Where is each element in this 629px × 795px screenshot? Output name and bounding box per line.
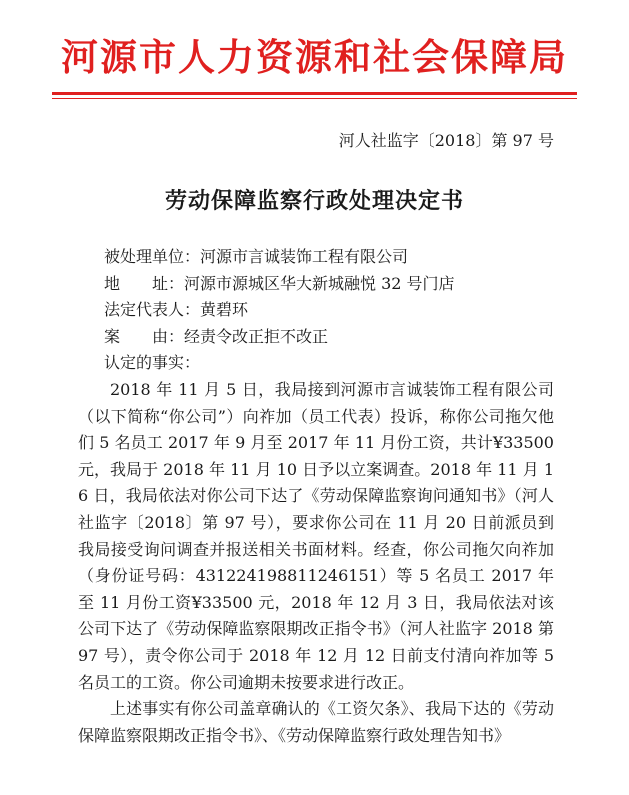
field-label: 案 由：: [104, 326, 185, 346]
evidence-paragraph: 上述事实有你公司盖章确认的《工资欠条》、我局下达的《劳动保障监察限期改正指令书》、《劳动保障监察行政处理告知书》: [78, 699, 554, 745]
field-value: 河源市源城区华大新城融悦 32 号门店: [184, 273, 455, 293]
document-body: [78, 244, 554, 749]
header-rule-thin: [52, 98, 577, 99]
facts-paragraph: 2018 年 11 月 5 日，我局接到河源市言诚装饰工程有限公司（以下简称“你公司”）向祚加（员工代表）投诉，称你公司拖欠他们 5 名员工 2017 年 9 月至 2017 年 11 月份工资，共计¥33500 元，我局于 2018 年 11 月 10 日予以立案调查。2018 年 11 月 16 日，我局依法对你公司下达了《劳动保障监察询问通知书》（河人社监字〔2018〕第 97 号），要求你公司在 11 月 20 日前派员到我局接受询问调查并报送相关书面材料。经查，你公司拖欠向祚加（身份证号码：431224198811246151）等 5 名员工 2017 年至 11 月份工资¥33500 元，2018 年 12 月 3 日，我局依法对该公司下达了《劳动保障监察限期改正指令书》（河人社监字 2018 第 97 号），责令你公司于 2018 年 12 月 12 日前支付清向祚加等 5 名员工的工资。你公司逾期未按要求进行改正。: [78, 379, 554, 692]
field-party: [78, 244, 554, 271]
document-number: 河人社监字〔2018〕第 97 号: [338, 131, 554, 150]
document-title: 劳动保障监察行政处理决定书: [164, 188, 464, 214]
field-value: 黄碧环: [200, 300, 249, 320]
header-rule-thick: [52, 92, 577, 95]
agency-header: 河源市人力资源和社会保障局: [61, 36, 568, 79]
field-address: [78, 271, 554, 298]
field-legal-rep: [78, 297, 554, 324]
field-value: 经责令改正拒不改正: [184, 326, 329, 346]
field-value: 河源市言诚装饰工程有限公司: [200, 247, 409, 266]
facts-heading: 认定的事实：: [104, 353, 201, 373]
field-label: 被处理单位：: [104, 247, 201, 266]
field-label: 地 址：: [104, 273, 185, 293]
field-case: [78, 324, 554, 351]
field-label: 法定代表人：: [104, 300, 201, 320]
